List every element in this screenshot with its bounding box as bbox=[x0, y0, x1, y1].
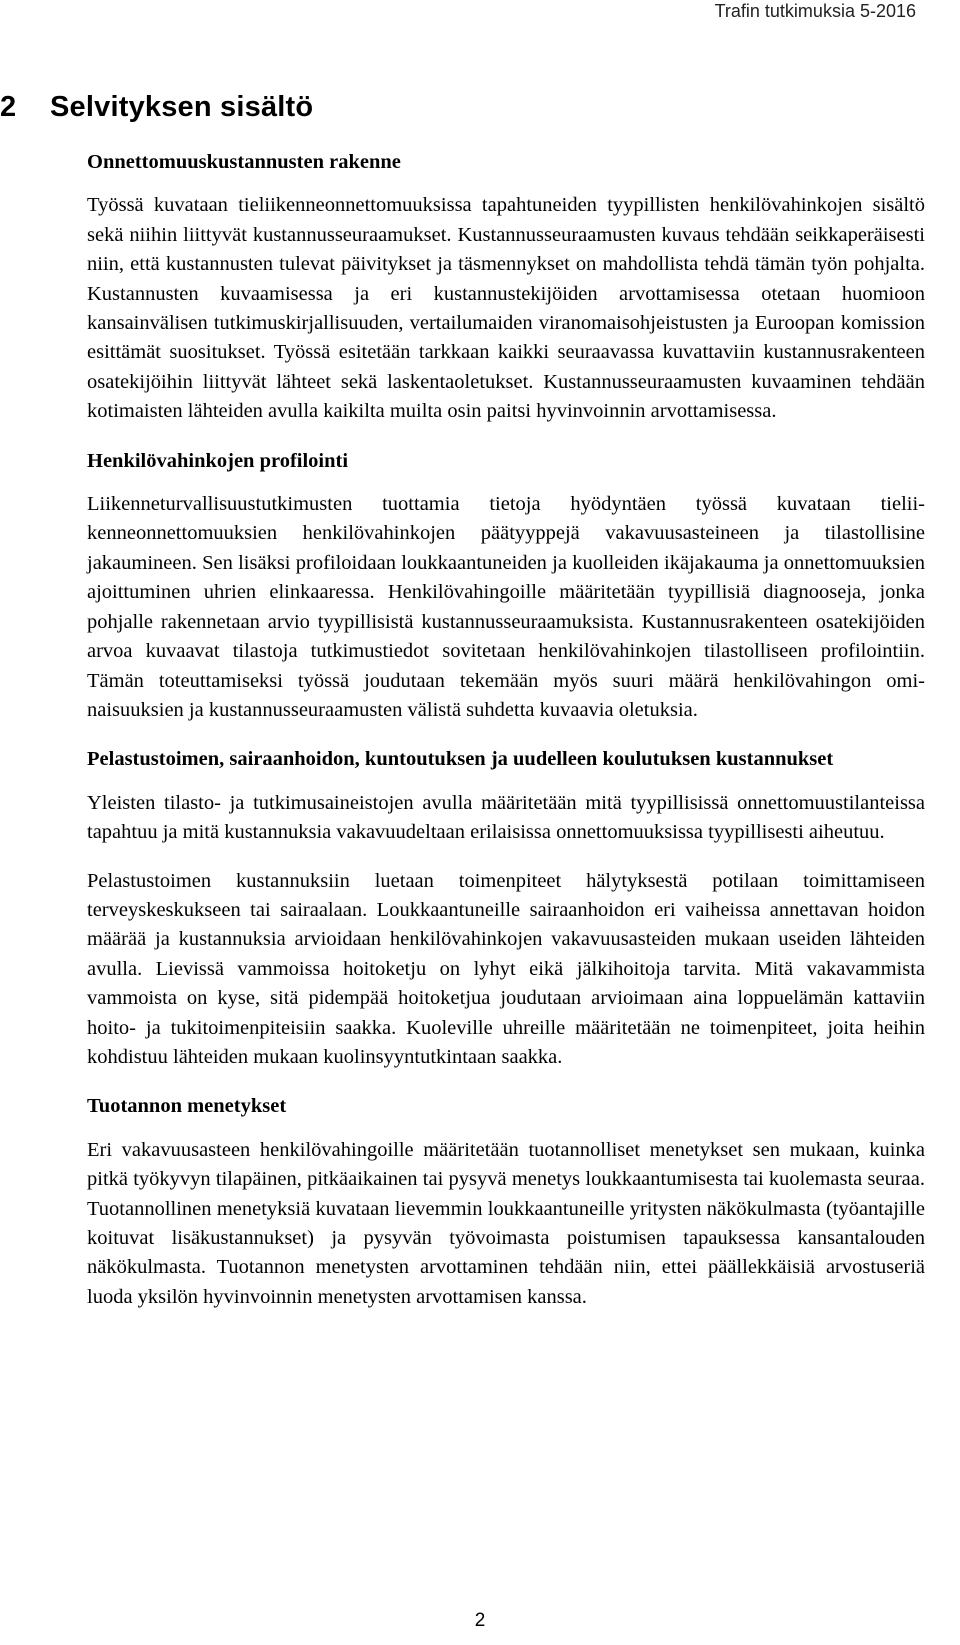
chapter-number: 2 bbox=[0, 91, 17, 123]
paragraph: Työssä kuvataan tieliikenneonnettomuuksissa tapahtuneiden tyypillisten henkilövahinkojen sisältö sekä niihin liittyvät kustannusseuraamukset. Kustannusseuraamusten kuvaus tehdään seikkaperäisesti niin, että kustannusten tulevat päivitykset ja täsmennykset on mahdollista tehdä tämän työn pohjalta. Kustannusten kuvaamisessa ja eri kustannustekijöiden arvottamisessa otetaan huomioon kansainvälisen tutkimuskirjallisuuden, vertailumaiden viranomaisohjeistusten ja Euroopan komission esittämät suositukset. Työssä esitetään tarkkaan kaikki seuraavassa kuvattaviin kustannusrakenteen osatekijöihin liittyvät lähteet sekä laskentaoletukset. Kustannusseuraamusten kuvaaminen tehdään kotimaisten lähteiden avulla kaikilta muilta osin paitsi hyvinvoinnin arvottamisessa. bbox=[87, 194, 925, 423]
chapter-title-text: Selvityksen sisältö bbox=[50, 91, 314, 123]
section-cost-structure bbox=[87, 148, 925, 427]
paragraph: Yleisten tilasto- ja tutkimusaineistojen avulla määritetään mitä tyypillisissä onnettomuustilanteissa tapahtuu ja mitä kustannuksia vakavuudeltaan erilaisissa onnettomuuksissa tyypillisesti aiheutuu. bbox=[87, 791, 925, 844]
section-injury-profiling bbox=[87, 447, 925, 726]
paragraph: Liikenneturvallisuustutkimusten tuottamia tietoja hyödyntäen työssä kuvataan tieliikenneonnettomuuksien henkilövahinkojen päätyyppejä vakavuusasteineen ja tilastollisine jakaumineen. Sen lisäksi profiloidaan loukkaantuneiden ja kuolleiden ikäjakauma ja onnettomuuksien ajoittuminen uhrien elinkaaressa. Henkilövahingoille määritetään tyypillisiä diagnooseja, jonka pohjalle rakennetaan arvio tyypillisistä kustannusseuraamuksista. Kustannusrakenteen osatekijöiden arvoa kuvaavat tilastoja tutkimustiedot sovitetaan henkilövahinkojen tilastolliseen profilointiin. Tämän toteuttamiseksi työssä joudutaan tekemään myös suuri määrä henkilövahingon ominaisuuksien ja kustannusseuraamusten välistä suhdetta kuvaavia oletuksia. bbox=[87, 493, 925, 721]
paragraph: Pelastustoimen kustannuksiin luetaan toimenpiteet hälytyksestä potilaan toimittamiseen terveyskeskukseen tai sairaalaan. Loukkaantuneille sairaanhoidon eri vaiheissa annettavan hoidon määrää ja kustannuksia arvioidaan henkilövahinkojen vakavuusasteiden mukaan useiden lähteiden avulla. Lievissä vammoissa hoitoketju on lyhyt eikä jälkihoitoja tarvita. Mitä vakavammista vammoista on kyse, sitä pidempää hoitoketjua joudutaan arvioimaan aina loppuelämän kattaviin hoito- ja tukitoimenpiteisiin saakka. Kuoleville uhreille määritetään ne toimenpiteet, joita heihin kohdistuu lähteiden mukaan kuolinsyyntutkintaan saakka. bbox=[87, 869, 925, 1068]
section-heading: Tuotannon menetykset bbox=[87, 1095, 287, 1118]
section-heading: Onnettomuuskustannusten rakenne bbox=[87, 151, 401, 173]
running-header: Trafin tutkimuksia 5-2016 bbox=[714, 1, 916, 21]
section-heading: Henkilövahinkojen profilointi bbox=[87, 449, 349, 472]
section-production-losses bbox=[87, 1092, 925, 1312]
paragraph: Eri vakavuusasteen henkilövahingoille määritetään tuotannolliset menetykset sen mukaan, kuinka pitkä työkyvyn tilapäinen, pitkäaikainen tai pysyvä menetys loukkaantumisesta tai kuolemasta seuraa. Tuotannollinen menetyksiä kuvataan lievemmin loukkaantuneille yritysten näkökulmasta (työantajille koituvat lisäkustannukset) ja pysyvän työvoimasta poistumisen tapauksessa kansantalouden näkökulmasta. Tuotannon menetysten arvottaminen tehdään niin, ettei päällekkäisiä arvostuseriä luoda yksilön hyvinvoinnin menetysten arvottamisen kanssa. bbox=[87, 1138, 925, 1308]
section-heading: Pelastustoimen, sairaanhoidon, kuntoutuksen ja uudelleen koulutuksen kustannukset bbox=[87, 748, 834, 771]
document-body bbox=[87, 148, 925, 1331]
chapter-title bbox=[0, 91, 313, 124]
page-number: 2 bbox=[474, 1610, 486, 1631]
section-rescue-healthcare-costs bbox=[87, 745, 925, 1072]
